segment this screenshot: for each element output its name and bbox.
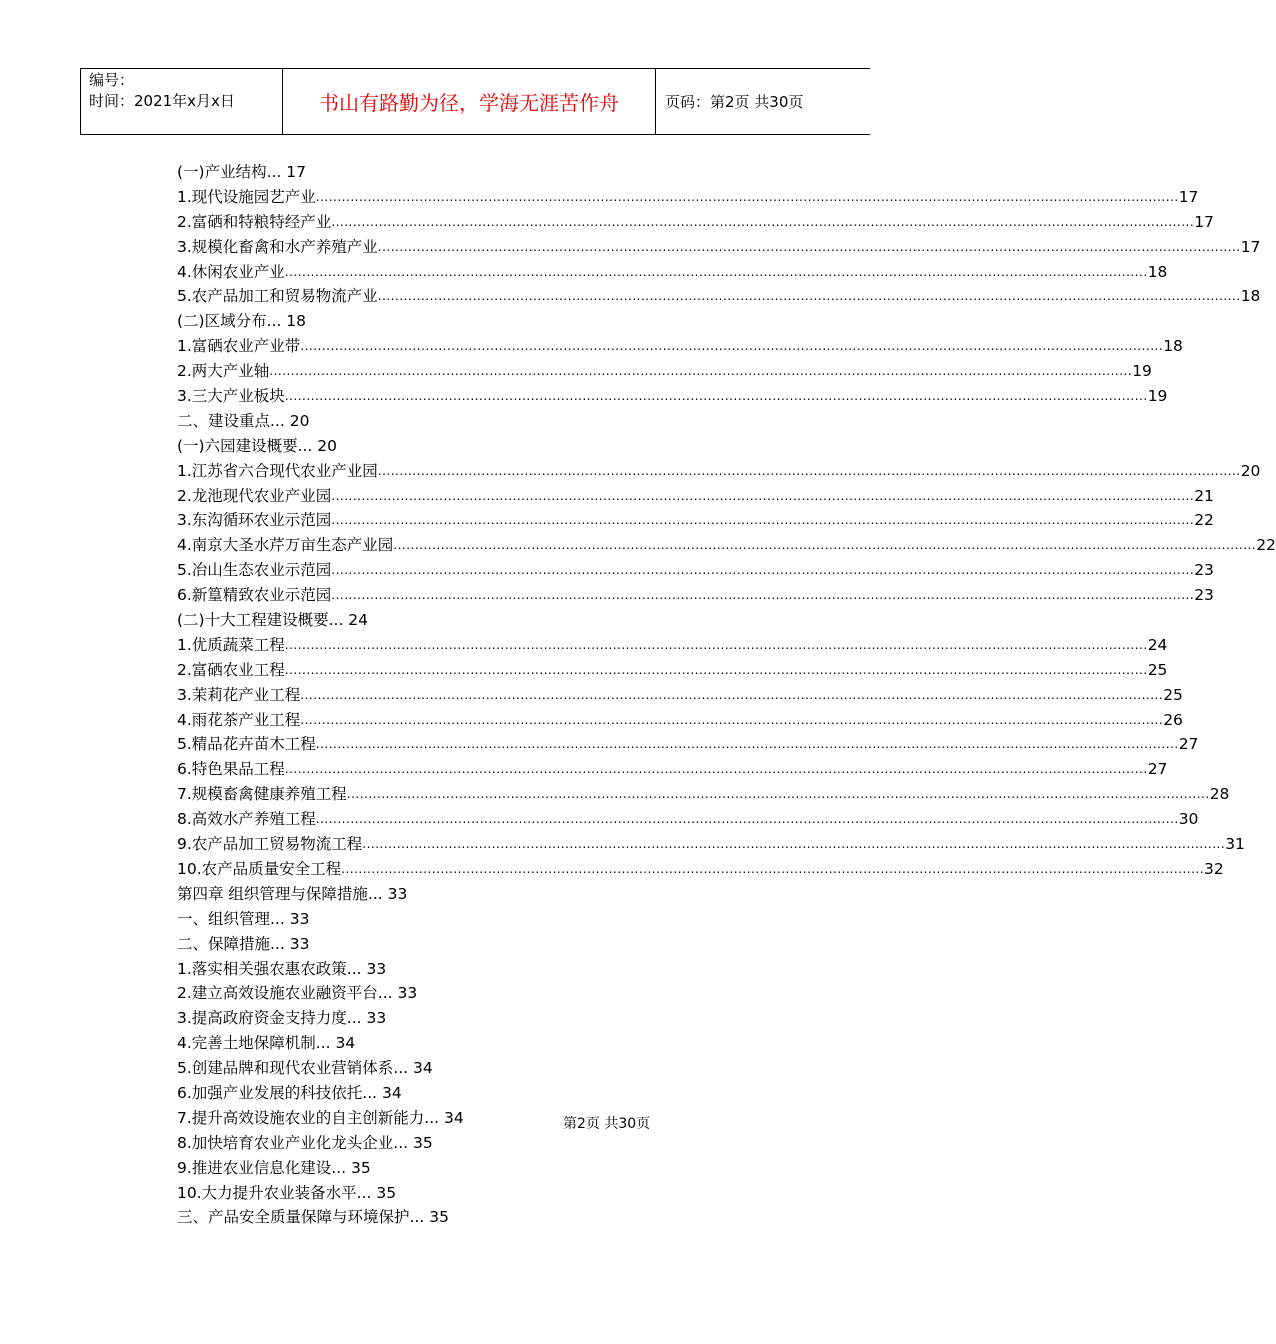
toc-entry-page: 26 (1163, 710, 1183, 729)
toc-entry (177, 583, 1214, 608)
toc-entry (177, 1006, 757, 1031)
toc-entry-label: 9.农产品加工贸易物流工程 (177, 835, 363, 854)
toc-entry-page: 20 (1240, 461, 1261, 480)
toc-entry (177, 334, 1183, 359)
toc-entry (177, 1031, 757, 1056)
document-time-label: 时间：2021年x月x日 (89, 92, 235, 110)
toc-entry-label: 5.冶山生态农业示范园 (177, 561, 332, 580)
document-number-label: 编号： (89, 71, 135, 89)
toc-entry-page: 17 (1178, 187, 1199, 206)
toc-dot-leader: ........................................................................................................................................................................................................ (393, 538, 1257, 553)
toc-dot-leader: ........................................................................................................................................................................................................ (377, 289, 1241, 304)
toc-dot-leader: ........................................................................................................................................................................................................ (331, 513, 1195, 528)
toc-dot-leader: ........................................................................................................................................................................................................ (284, 762, 1148, 777)
toc-dot-leader: ........................................................................................................................................................................................................ (331, 588, 1195, 603)
toc-entry (177, 508, 1214, 533)
toc-entry (177, 434, 757, 459)
toc-entry-label: 4.休闲农业产业 (177, 262, 285, 281)
toc-entry-page: 19 (1147, 387, 1168, 406)
toc-entry (177, 160, 757, 185)
toc-entry-label: 8.加快培育农业产业化龙头企业... 35 (177, 1133, 433, 1152)
toc-dot-leader: ........................................................................................................................................................................................................ (331, 563, 1195, 578)
page-header (80, 68, 870, 135)
toc-entry-label: 1.现代设施园艺产业 (177, 187, 316, 206)
toc-dot-leader: ........................................................................................................................................................................................................ (315, 189, 1179, 204)
toc-entry (177, 1106, 757, 1131)
toc-entry (177, 1131, 757, 1156)
toc-dot-leader: ........................................................................................................................................................................................................ (346, 787, 1210, 802)
toc-entry-label: 3.三大产业板块 (177, 387, 285, 406)
toc-entry-label: 3.提高政府资金支持力度... 33 (177, 1009, 387, 1028)
toc-entry (177, 882, 757, 907)
toc-dot-leader: ........................................................................................................................................................................................................ (284, 264, 1148, 279)
toc-entry-label: 6.新篁精致农业示范园 (177, 586, 332, 605)
toc-entry-page: 22 (1256, 536, 1276, 555)
toc-entry-page: 18 (1163, 337, 1183, 356)
toc-dot-leader: ........................................................................................................................................................................................................ (362, 837, 1226, 852)
toc-entry-label: 3.茉莉花产业工程 (177, 685, 301, 704)
toc-entry (177, 683, 1183, 708)
toc-entry-label: 7.提升高效设施农业的自主创新能力... 34 (177, 1108, 464, 1127)
toc-entry-page: 17 (1194, 212, 1214, 231)
toc-entry-page: 17 (1240, 237, 1261, 256)
toc-entry-label: 一、组织管理... 33 (177, 909, 310, 928)
toc-entry (177, 981, 757, 1006)
toc-entry (177, 235, 1261, 260)
toc-entry-label: 10.农产品质量安全工程 (177, 859, 342, 878)
toc-dot-leader: ........................................................................................................................................................................................................ (331, 488, 1195, 503)
toc-entry-page: 25 (1163, 685, 1183, 704)
toc-entry (177, 185, 1199, 210)
toc-dot-leader: ........................................................................................................................................................................................................ (284, 662, 1148, 677)
toc-entry (177, 210, 1214, 235)
toc-entry (177, 608, 757, 633)
toc-entry-label: 4.雨花茶产业工程 (177, 710, 301, 729)
toc-dot-leader: ........................................................................................................................................................................................................ (341, 861, 1205, 876)
toc-entry-label: (一)产业结构... 17 (177, 163, 307, 181)
toc-entry-page: 27 (1178, 735, 1199, 754)
toc-entry (177, 1056, 757, 1081)
toc-entry-label: 2.富硒和特粮特经产业 (177, 212, 332, 231)
toc-entry-page: 18 (1240, 287, 1261, 306)
toc-entry (177, 932, 757, 957)
toc-entry-label: 8.高效水产养殖工程 (177, 810, 316, 829)
toc-entry-page: 18 (1147, 262, 1168, 281)
toc-entry-label: 6.特色果品工程 (177, 760, 285, 779)
toc-entry-label: 二、保障措施... 33 (177, 934, 310, 953)
toc-entry-label: 5.农产品加工和贸易物流产业 (177, 287, 378, 306)
toc-entry-label: 三、产品安全质量保障与环境保护... 35 (177, 1208, 449, 1227)
toc-entry (177, 708, 1183, 733)
toc-entry-label: 1.落实相关强农惠农政策... 33 (177, 959, 387, 978)
toc-entry-page: 24 (1147, 635, 1168, 654)
toc-entry-label: 2.富硒农业工程 (177, 660, 285, 679)
toc-entry (177, 832, 1245, 857)
toc-entry-label: (二)区域分布... 18 (177, 312, 307, 331)
toc-dot-leader: ........................................................................................................................................................................................................ (284, 637, 1148, 652)
toc-entry-page: 31 (1225, 835, 1245, 854)
toc-entry-label: 2.龙池现代农业产业园 (177, 486, 332, 505)
toc-entry-page: 23 (1194, 586, 1214, 605)
toc-entry-page: 22 (1194, 511, 1214, 530)
toc-entry (177, 384, 1168, 409)
toc-entry (177, 1156, 757, 1181)
toc-dot-leader: ........................................................................................................................................................................................................ (300, 339, 1164, 354)
toc-entry-label: 9.推进农业信息化建设... 35 (177, 1158, 371, 1177)
toc-entry-page: 30 (1178, 810, 1199, 829)
toc-entry (177, 284, 1261, 309)
table-of-contents (177, 160, 1276, 1230)
toc-dot-leader: ........................................................................................................................................................................................................ (269, 364, 1133, 379)
header-motto-cell (283, 69, 656, 134)
toc-entry (177, 309, 757, 334)
toc-entry (177, 459, 1261, 484)
toc-entry (177, 409, 757, 434)
toc-entry-page: 28 (1209, 785, 1230, 804)
toc-entry-label: 第四章 组织管理与保障措施... 33 (177, 884, 408, 903)
toc-entry-label: 1.富硒农业产业带 (177, 337, 301, 356)
toc-entry (177, 658, 1168, 683)
toc-dot-leader: ........................................................................................................................................................................................................ (315, 737, 1179, 752)
toc-entry (177, 782, 1230, 807)
header-page-info: 页码：第2页 共30页 (665, 93, 804, 111)
toc-entry (177, 1181, 757, 1206)
toc-entry-label: (二)十大工程建设概要... 24 (177, 611, 369, 630)
toc-entry-label: 6.加强产业发展的科技依托... 34 (177, 1083, 402, 1102)
toc-dot-leader: ........................................................................................................................................................................................................ (300, 687, 1164, 702)
toc-entry (177, 260, 1168, 285)
toc-entry (177, 533, 1276, 558)
toc-entry (177, 907, 757, 932)
toc-entry (177, 807, 1199, 832)
toc-dot-leader: ........................................................................................................................................................................................................ (284, 389, 1148, 404)
toc-dot-leader: ........................................................................................................................................................................................................ (377, 239, 1241, 254)
toc-entry-label: 1.优质蔬菜工程 (177, 635, 285, 654)
toc-entry-label: 2.建立高效设施农业融资平台... 33 (177, 984, 418, 1003)
toc-entry-page: 25 (1147, 660, 1168, 679)
toc-entry-label: 二、建设重点... 20 (177, 411, 310, 430)
toc-dot-leader: ........................................................................................................................................................................................................ (315, 812, 1179, 827)
toc-entry (177, 359, 1152, 384)
toc-entry (177, 857, 1224, 882)
toc-entry (177, 732, 1199, 757)
toc-entry-page: 23 (1194, 561, 1214, 580)
toc-entry (177, 558, 1214, 583)
toc-dot-leader: ........................................................................................................................................................................................................ (377, 463, 1241, 478)
toc-entry (177, 1081, 757, 1106)
toc-entry (177, 957, 757, 982)
toc-entry-label: 10.大力提升农业装备水平... 35 (177, 1183, 397, 1202)
toc-dot-leader: ........................................................................................................................................................................................................ (331, 214, 1195, 229)
toc-entry (177, 633, 1168, 658)
toc-entry-label: 5.创建品牌和现代农业营销体系... 34 (177, 1059, 433, 1078)
toc-entry (177, 757, 1168, 782)
toc-entry-label: 1.江苏省六合现代农业产业园 (177, 461, 378, 480)
toc-entry-label: 4.南京大圣水芹万亩生态产业园 (177, 536, 394, 555)
toc-entry (177, 484, 1214, 509)
toc-entry-page: 19 (1132, 362, 1152, 381)
toc-entry-label: (一)六园建设概要... 20 (177, 436, 338, 455)
toc-entry-page: 27 (1147, 760, 1168, 779)
header-motto: 书山有路勤为径，学海无涯苦作舟 (319, 91, 619, 115)
toc-entry-label: 4.完善土地保障机制... 34 (177, 1034, 356, 1053)
toc-entry-label: 7.规模畜禽健康养殖工程 (177, 785, 347, 804)
toc-entry-label: 5.精品花卉苗木工程 (177, 735, 316, 754)
page-footer-number: 第2页 共30页 (563, 1116, 651, 1132)
toc-entry-page: 21 (1194, 486, 1214, 505)
toc-entry (177, 1205, 757, 1230)
toc-entry-label: 3.规模化畜禽和水产养殖产业 (177, 237, 378, 256)
toc-entry-label: 2.两大产业轴 (177, 362, 270, 381)
toc-entry-label: 3.东沟循环农业示范园 (177, 511, 332, 530)
toc-entry-page: 32 (1204, 859, 1224, 878)
header-meta (81, 69, 283, 134)
toc-dot-leader: ........................................................................................................................................................................................................ (300, 712, 1164, 727)
